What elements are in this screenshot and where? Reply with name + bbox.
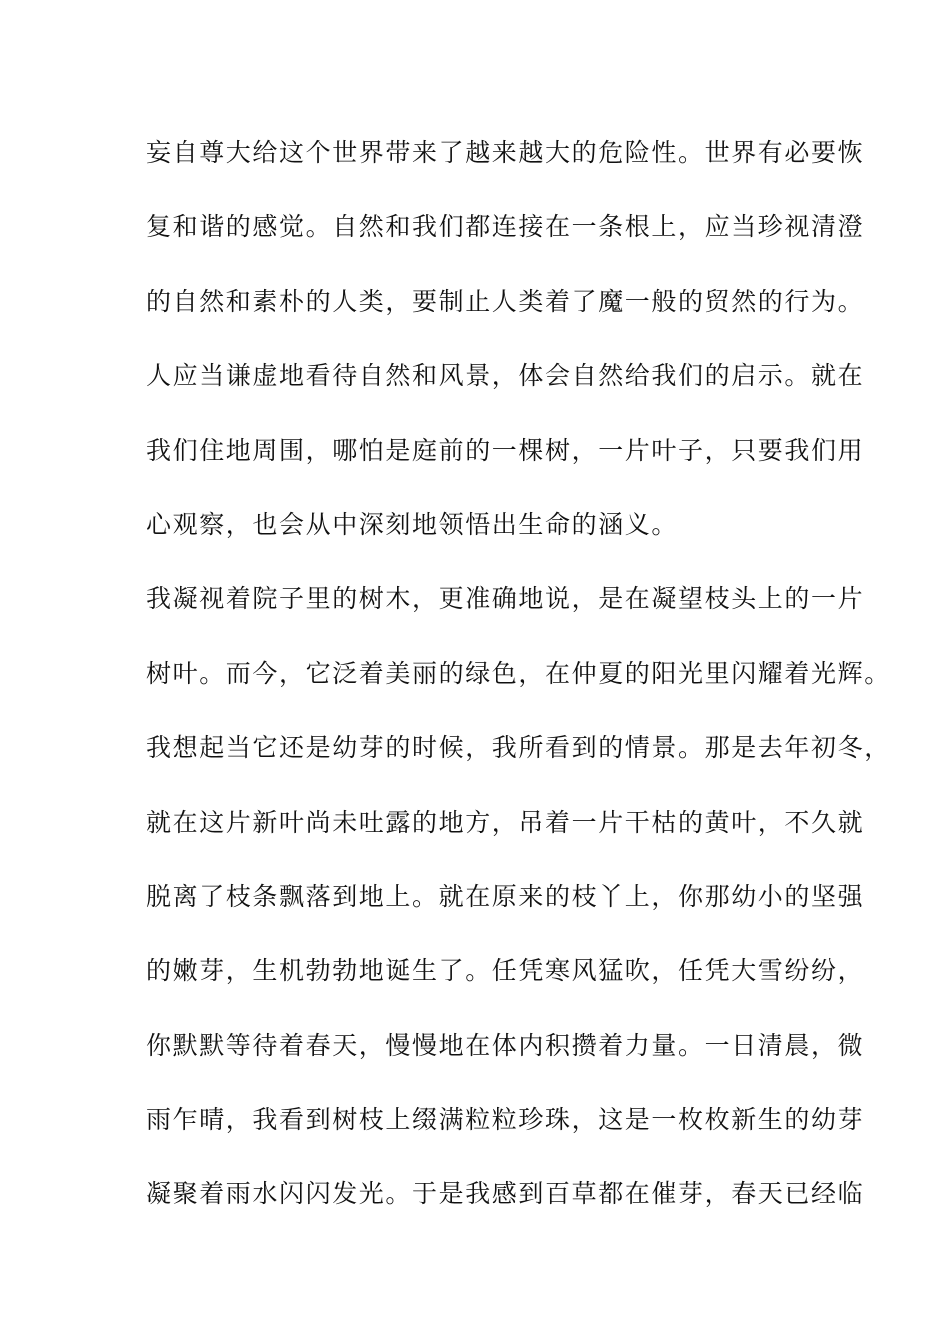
text-line: 就在这片新叶尚未吐露的地方，吊着一片干枯的黄叶，不久就 xyxy=(146,807,865,837)
text-line: 的嫩芽，生机勃勃地诞生了。任凭寒风猛吹，任凭大雪纷纷， xyxy=(146,956,865,986)
text-line: 人应当谦虚地看待自然和风景，体会自然给我们的启示。就在 xyxy=(146,361,865,391)
text-line: 复和谐的感觉。自然和我们都连接在一条根上，应当珍视清澄 xyxy=(146,212,865,242)
text-line: 凝聚着雨水闪闪发光。于是我感到百草都在催芽，春天已经临 xyxy=(146,1179,865,1209)
text-line: 脱离了枝条飘落到地上。就在原来的枝丫上，你那幼小的坚强 xyxy=(146,881,865,911)
text-line: 雨乍晴，我看到树枝上缀满粒粒珍珠，这是一枚枚新生的幼芽 xyxy=(146,1105,865,1135)
text-line: 我凝视着院子里的树木，更准确地说，是在凝望枝头上的一片 xyxy=(146,584,865,614)
text-line: 我想起当它还是幼芽的时候，我所看到的情景。那是去年初冬， xyxy=(146,733,891,763)
text-line: 我们住地周围，哪怕是庭前的一棵树，一片叶子，只要我们用 xyxy=(146,435,865,465)
text-line: 的自然和素朴的人类，要制止人类着了魔一般的贸然的行为。 xyxy=(146,286,865,316)
text-line: 心观察，也会从中深刻地领悟出生命的涵义。 xyxy=(146,509,679,539)
text-line: 树叶。而今，它泛着美丽的绿色，在仲夏的阳光里闪耀着光辉。 xyxy=(146,658,891,688)
body-text xyxy=(146,130,891,1246)
text-line: 你默默等待着春天，慢慢地在体内积攒着力量。一日清晨，微 xyxy=(146,1030,865,1060)
text-line: 妄自尊大给这个世界带来了越来越大的危险性。世界有必要恢 xyxy=(146,138,865,167)
